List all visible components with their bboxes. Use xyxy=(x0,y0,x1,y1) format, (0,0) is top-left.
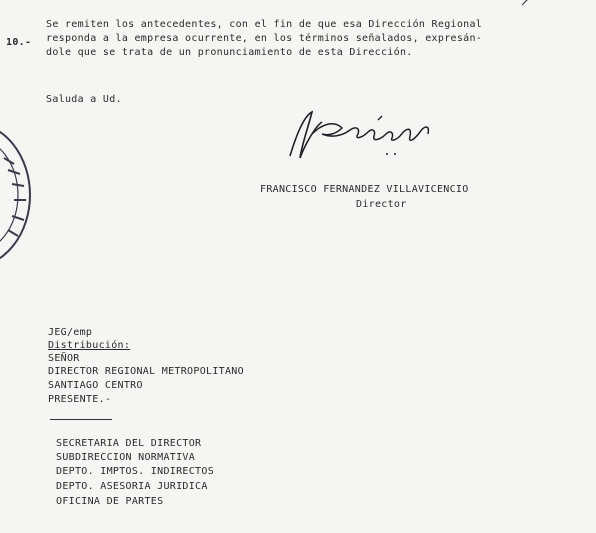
closing-salutation: Saluda a Ud. xyxy=(46,94,122,105)
reference-initials: JEG/emp xyxy=(48,327,93,338)
paragraph-line: Se remiten los antecedentes, con el fin de que esa Dirección Regional xyxy=(46,19,483,30)
signer-name: FRANCISCO FERNANDEZ VILLAVICENCIO xyxy=(260,184,469,195)
handwritten-signature xyxy=(282,106,442,166)
addressee-line: SEÑOR xyxy=(48,353,80,364)
official-stamp xyxy=(0,120,32,270)
top-edge-mark xyxy=(520,0,530,6)
paragraph-body xyxy=(46,18,586,60)
addressee-line: PRESENTE.- xyxy=(48,394,112,405)
copy-recipient: SECRETARIA DEL DIRECTOR xyxy=(56,438,202,449)
paragraph-number: 10.- xyxy=(6,37,32,48)
copy-recipient: SUBDIRECCION NORMATIVA xyxy=(56,452,196,463)
separator-rule xyxy=(50,419,112,420)
signer-role: Director xyxy=(356,199,407,210)
copy-recipient: DEPTO. ASESORIA JURIDICA xyxy=(56,481,208,492)
copy-recipient: DEPTO. IMPTOS. INDIRECTOS xyxy=(56,466,215,477)
addressee-line: SANTIAGO CENTRO xyxy=(48,380,143,391)
paragraph-line: responda a la empresa ocurrente, en los términos señalados, expresán- xyxy=(46,33,483,44)
addressee-line: DIRECTOR REGIONAL METROPOLITANO xyxy=(48,366,244,377)
distribution-label: Distribución: xyxy=(48,340,131,351)
paragraph-line: dole que se trata de un pronunciamiento de esta Dirección. xyxy=(46,47,413,58)
copy-recipient: OFICINA DE PARTES xyxy=(56,496,164,507)
